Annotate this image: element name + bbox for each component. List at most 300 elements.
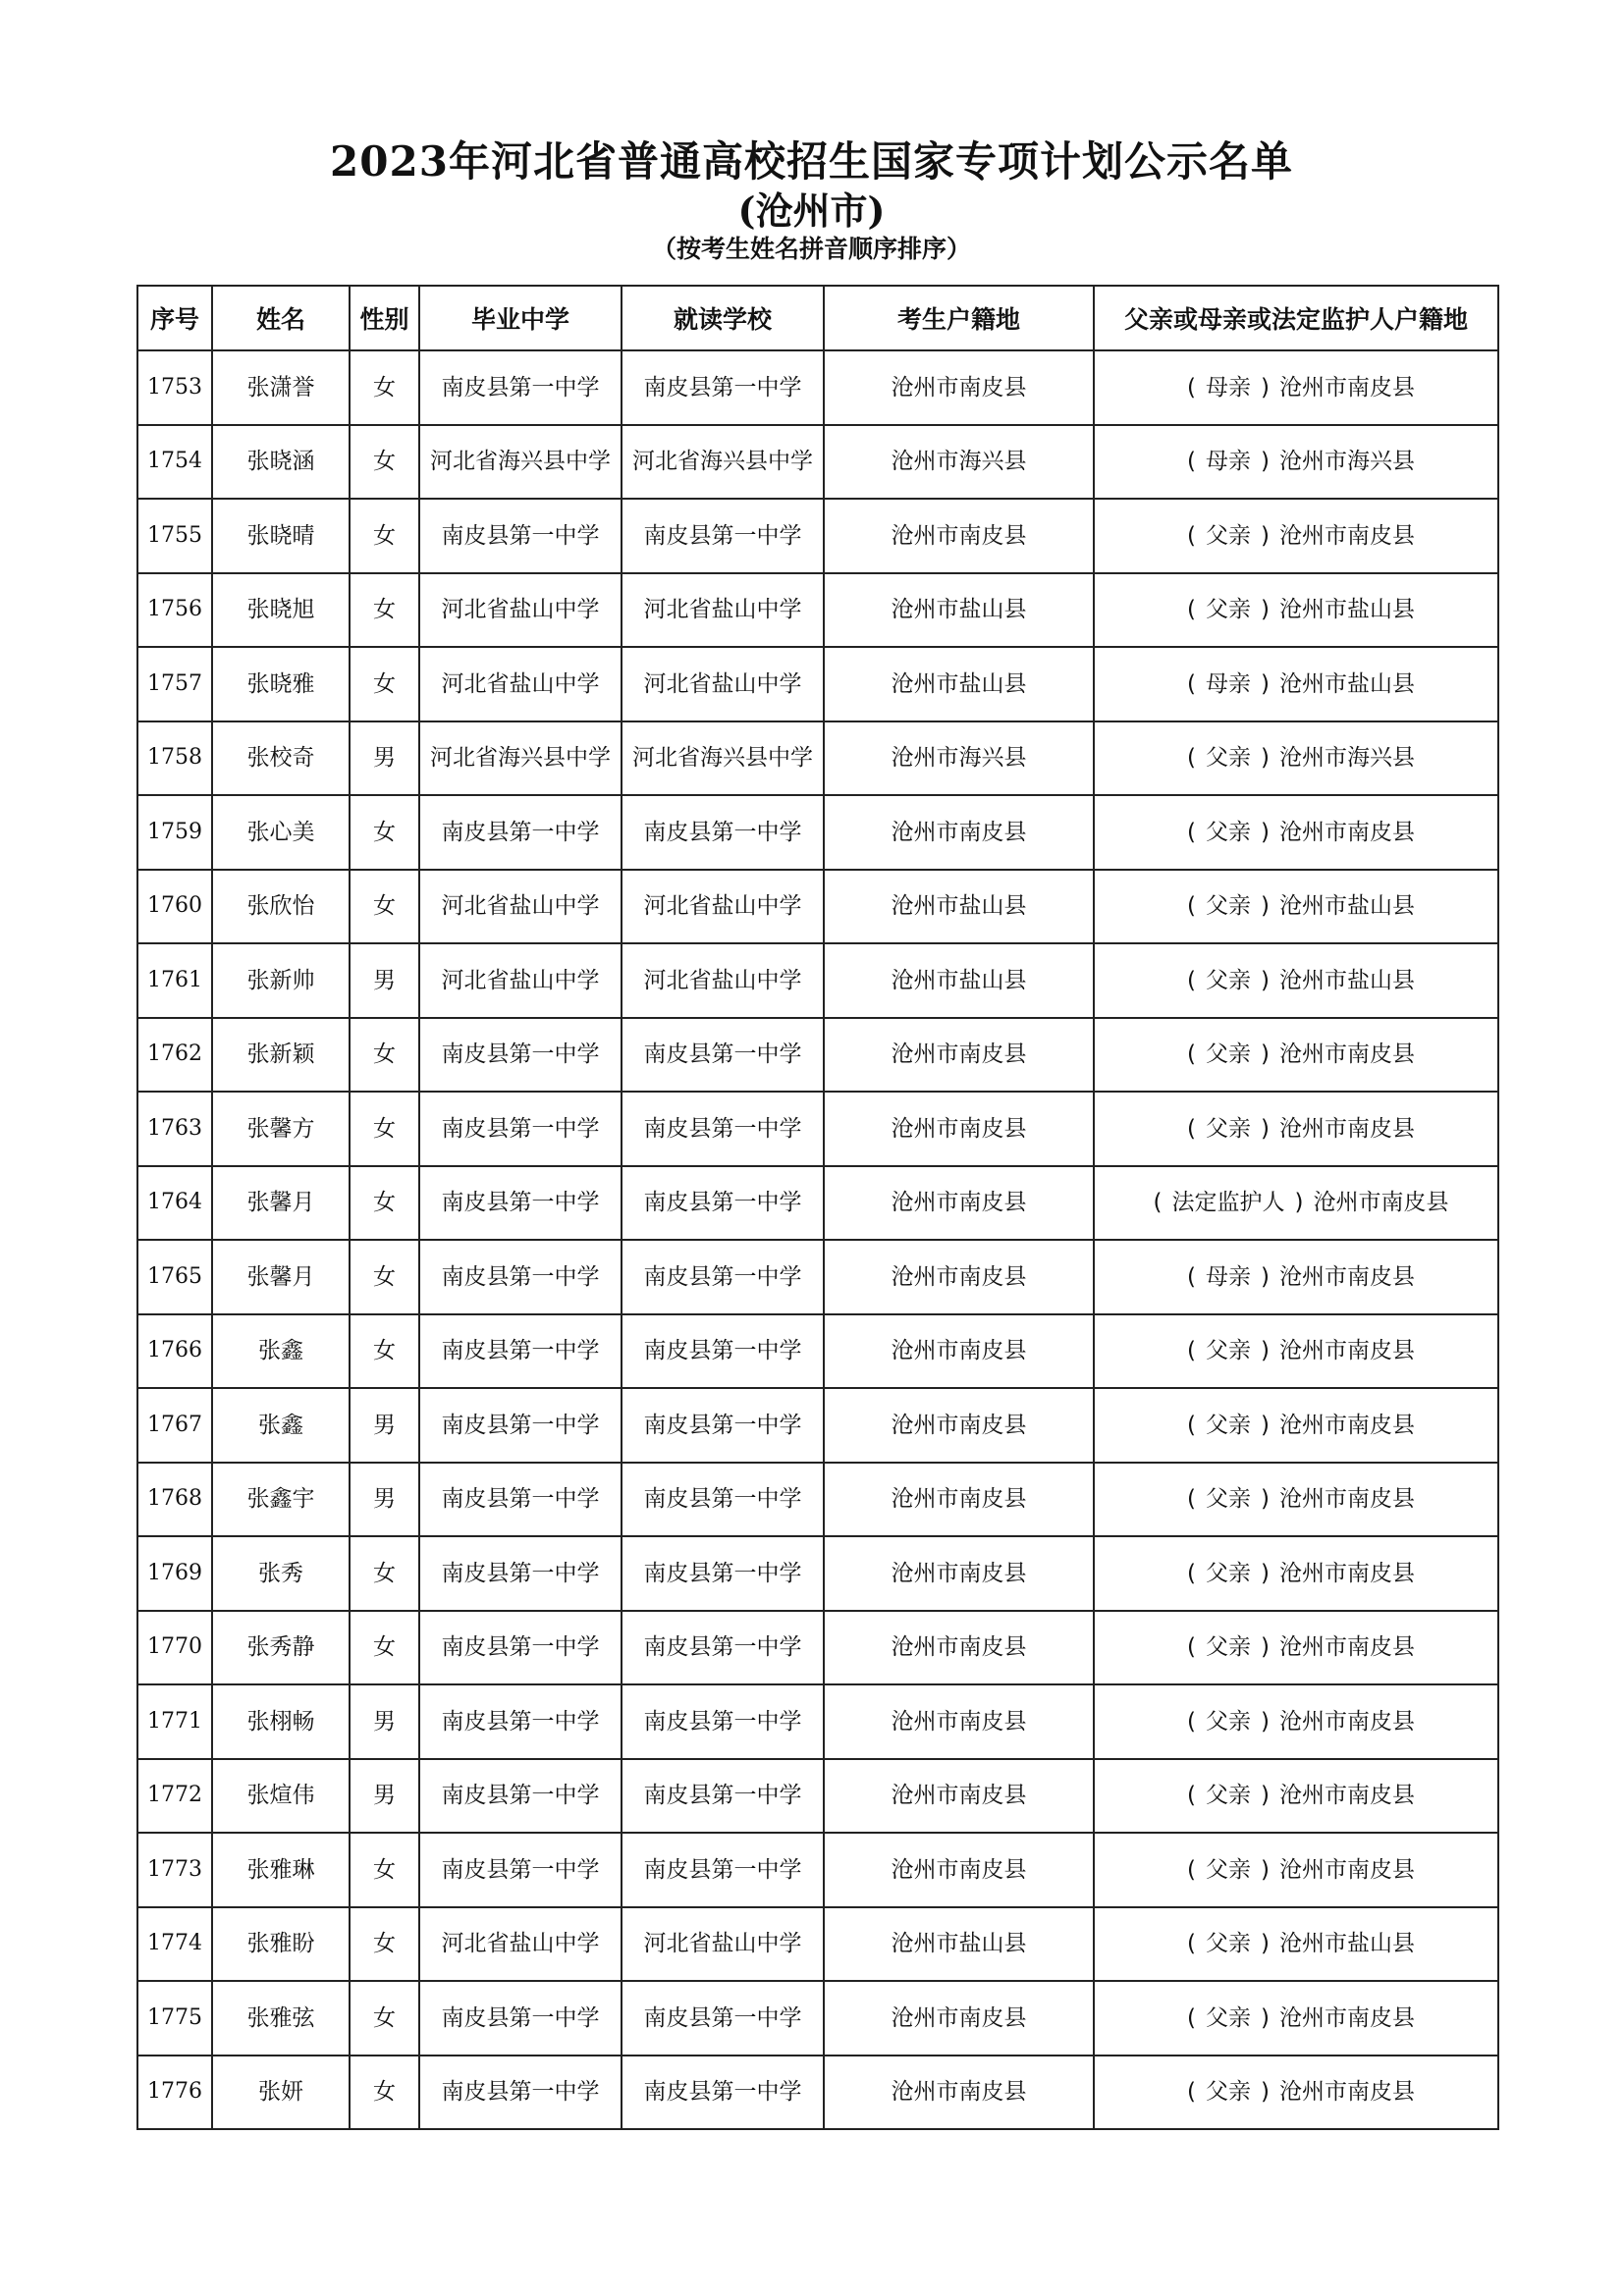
cell-seq: 1763 [137, 1092, 212, 1166]
cell-parent-hukou [1094, 647, 1498, 721]
cell-name: 张雅盼 [212, 1907, 350, 1982]
relation-hukou: 沧州市海兴县 [1278, 449, 1415, 475]
relation-hukou: 沧州市南皮县 [1278, 1263, 1415, 1290]
cell-school: 河北省盐山中学 [622, 573, 824, 648]
table-row [137, 425, 1498, 500]
cell-gender: 女 [350, 1611, 419, 1685]
cell-gender: 女 [350, 1536, 419, 1611]
paren-close: ) [1261, 1338, 1270, 1364]
paren-close: ) [1261, 819, 1270, 845]
relation-label: 母亲 [1206, 670, 1251, 697]
paren-open: ( [1187, 2004, 1196, 2031]
table-row [137, 1463, 1498, 1537]
cell-name: 张欣怡 [212, 870, 350, 944]
cell-school: 南皮县第一中学 [622, 1684, 824, 1759]
table-row [137, 1611, 1498, 1685]
cell-grad-school: 河北省盐山中学 [419, 647, 622, 721]
paren-open: ( [1187, 2079, 1196, 2106]
cell-seq: 1758 [137, 721, 212, 796]
cell-seq: 1773 [137, 1833, 212, 1907]
paren-close: ) [1261, 670, 1270, 697]
cell-seq: 1767 [137, 1388, 212, 1463]
cell-gender: 女 [350, 1981, 419, 2056]
cell-hukou: 沧州市盐山县 [824, 573, 1094, 648]
relation-label: 父亲 [1206, 1338, 1251, 1364]
cell-seq: 1764 [137, 1166, 212, 1241]
cell-hukou: 沧州市南皮县 [824, 1240, 1094, 1314]
cell-parent-hukou [1094, 1611, 1498, 1685]
cell-parent-hukou [1094, 1463, 1498, 1537]
cell-name: 张鑫 [212, 1314, 350, 1389]
paren-close: ) [1294, 1190, 1304, 1216]
relation-hukou: 沧州市南皮县 [1278, 1856, 1415, 1883]
relation-hukou: 沧州市南皮县 [1278, 2004, 1415, 2031]
cell-parent-hukou [1094, 1981, 1498, 2056]
paren-close: ) [1261, 1783, 1270, 1809]
cell-parent-hukou [1094, 1536, 1498, 1611]
paren-close: ) [1261, 449, 1270, 475]
cell-school: 南皮县第一中学 [622, 1833, 824, 1907]
relation-label: 母亲 [1206, 1263, 1251, 1290]
cell-school: 河北省盐山中学 [622, 647, 824, 721]
table-row [137, 1907, 1498, 1982]
paren-open: ( [1187, 1856, 1196, 1883]
cell-grad-school: 河北省盐山中学 [419, 573, 622, 648]
cell-parent-hukou [1094, 1018, 1498, 1093]
cell-grad-school: 河北省海兴县中学 [419, 425, 622, 500]
cell-hukou: 沧州市南皮县 [824, 795, 1094, 870]
cell-gender: 男 [350, 943, 419, 1018]
paren-open: ( [1187, 1634, 1196, 1661]
cell-parent-hukou [1094, 350, 1498, 425]
paren-open: ( [1187, 1931, 1196, 1957]
table-row [137, 1092, 1498, 1166]
relation-hukou: 沧州市南皮县 [1278, 1634, 1415, 1661]
relation-label: 父亲 [1206, 2079, 1251, 2106]
cell-parent-hukou [1094, 425, 1498, 500]
relation-label: 法定监护人 [1171, 1190, 1285, 1216]
table-row [137, 350, 1498, 425]
relation-hukou: 沧州市南皮县 [1313, 1190, 1449, 1216]
cell-school: 南皮县第一中学 [622, 1018, 824, 1093]
paren-close: ) [1261, 1856, 1270, 1883]
table-row [137, 1833, 1498, 1907]
cell-seq: 1771 [137, 1684, 212, 1759]
table-row [137, 1759, 1498, 1834]
cell-name: 张馨月 [212, 1240, 350, 1314]
cell-seq: 1772 [137, 1759, 212, 1834]
paren-open: ( [1187, 1412, 1196, 1438]
paren-close: ) [1261, 1708, 1270, 1735]
paren-close: ) [1261, 522, 1270, 549]
header-name: 姓名 [212, 286, 350, 350]
relation-hukou: 沧州市盐山县 [1278, 1931, 1415, 1957]
cell-school: 南皮县第一中学 [622, 1314, 824, 1389]
cell-school: 南皮县第一中学 [622, 499, 824, 573]
relation-hukou: 沧州市南皮县 [1278, 1708, 1415, 1735]
table-row [137, 943, 1498, 1018]
relation-label: 父亲 [1206, 1412, 1251, 1438]
cell-gender: 女 [350, 1907, 419, 1982]
table-row [137, 2056, 1498, 2130]
relation-label: 父亲 [1206, 1041, 1251, 1068]
table-row [137, 573, 1498, 648]
cell-hukou: 沧州市南皮县 [824, 1166, 1094, 1241]
cell-gender: 女 [350, 1240, 419, 1314]
cell-school: 南皮县第一中学 [622, 1611, 824, 1685]
relation-label: 父亲 [1206, 1783, 1251, 1809]
table-row [137, 647, 1498, 721]
table-row [137, 1981, 1498, 2056]
cell-grad-school: 河北省盐山中学 [419, 943, 622, 1018]
cell-seq: 1759 [137, 795, 212, 870]
paren-open: ( [1187, 1560, 1196, 1586]
cell-gender: 男 [350, 1684, 419, 1759]
cell-hukou: 沧州市南皮县 [824, 1611, 1094, 1685]
cell-gender: 女 [350, 573, 419, 648]
table-row [137, 1684, 1498, 1759]
relation-label: 父亲 [1206, 1560, 1251, 1586]
paren-open: ( [1187, 1041, 1196, 1068]
cell-grad-school: 河北省盐山中学 [419, 1907, 622, 1982]
cell-hukou: 沧州市南皮县 [824, 1981, 1094, 2056]
cell-school: 南皮县第一中学 [622, 1981, 824, 2056]
cell-name: 张新颖 [212, 1018, 350, 1093]
relation-label: 父亲 [1206, 1634, 1251, 1661]
cell-parent-hukou [1094, 870, 1498, 944]
cell-school: 南皮县第一中学 [622, 1463, 824, 1537]
cell-parent-hukou [1094, 2056, 1498, 2130]
cell-gender: 男 [350, 721, 419, 796]
relation-label: 父亲 [1206, 2004, 1251, 2031]
cell-gender: 女 [350, 1018, 419, 1093]
cell-hukou: 沧州市海兴县 [824, 721, 1094, 796]
cell-seq: 1766 [137, 1314, 212, 1389]
cell-parent-hukou [1094, 1092, 1498, 1166]
cell-gender: 男 [350, 1388, 419, 1463]
relation-label: 父亲 [1206, 597, 1251, 623]
cell-hukou: 沧州市盐山县 [824, 1907, 1094, 1982]
paren-close: ) [1261, 2004, 1270, 2031]
paren-close: ) [1261, 893, 1270, 920]
cell-grad-school: 南皮县第一中学 [419, 1314, 622, 1389]
cell-hukou: 沧州市南皮县 [824, 1536, 1094, 1611]
cell-school: 南皮县第一中学 [622, 795, 824, 870]
cell-hukou: 沧州市盐山县 [824, 647, 1094, 721]
relation-label: 父亲 [1206, 1856, 1251, 1883]
relation-label: 母亲 [1206, 374, 1251, 400]
paren-open: ( [1187, 967, 1196, 993]
relation-hukou: 沧州市盐山县 [1278, 670, 1415, 697]
cell-name: 张校奇 [212, 721, 350, 796]
cell-hukou: 沧州市盐山县 [824, 870, 1094, 944]
cell-school: 河北省盐山中学 [622, 1907, 824, 1982]
relation-label: 母亲 [1206, 449, 1251, 475]
relation-hukou: 沧州市南皮县 [1278, 1560, 1415, 1586]
paren-close: ) [1261, 1041, 1270, 1068]
cell-hukou: 沧州市南皮县 [824, 1092, 1094, 1166]
relation-hukou: 沧州市盐山县 [1278, 967, 1415, 993]
header-gender: 性别 [350, 286, 419, 350]
cell-hukou: 沧州市南皮县 [824, 1833, 1094, 1907]
cell-gender: 女 [350, 350, 419, 425]
paren-close: ) [1261, 745, 1270, 772]
cell-name: 张新帅 [212, 943, 350, 1018]
cell-parent-hukou [1094, 499, 1498, 573]
cell-name: 张鑫宇 [212, 1463, 350, 1537]
cell-parent-hukou [1094, 1684, 1498, 1759]
relation-label: 父亲 [1206, 893, 1251, 920]
candidate-table [136, 285, 1499, 2130]
cell-gender: 男 [350, 1759, 419, 1834]
paren-close: ) [1261, 1931, 1270, 1957]
cell-grad-school: 南皮县第一中学 [419, 1463, 622, 1537]
paren-open: ( [1153, 1190, 1163, 1216]
cell-seq: 1769 [137, 1536, 212, 1611]
relation-label: 父亲 [1206, 1115, 1251, 1142]
cell-seq: 1774 [137, 1907, 212, 1982]
cell-name: 张馨方 [212, 1092, 350, 1166]
paren-open: ( [1187, 597, 1196, 623]
cell-name: 张晓涵 [212, 425, 350, 500]
cell-hukou: 沧州市南皮县 [824, 499, 1094, 573]
header-grad-school: 毕业中学 [419, 286, 622, 350]
cell-gender: 女 [350, 1314, 419, 1389]
table-row [137, 1166, 1498, 1241]
cell-school: 河北省盐山中学 [622, 943, 824, 1018]
cell-name: 张雅琳 [212, 1833, 350, 1907]
cell-seq: 1775 [137, 1981, 212, 2056]
paren-close: ) [1261, 1634, 1270, 1661]
page-subtitle: (沧州市) [737, 188, 886, 233]
cell-parent-hukou [1094, 1314, 1498, 1389]
cell-name: 张心美 [212, 795, 350, 870]
cell-school: 南皮县第一中学 [622, 2056, 824, 2130]
table-header-row [137, 286, 1498, 350]
paren-close: ) [1261, 374, 1270, 400]
relation-label: 父亲 [1206, 819, 1251, 845]
table-row [137, 499, 1498, 573]
cell-grad-school: 南皮县第一中学 [419, 350, 622, 425]
table-row [137, 1536, 1498, 1611]
cell-hukou: 沧州市南皮县 [824, 1314, 1094, 1389]
cell-school: 南皮县第一中学 [622, 350, 824, 425]
cell-parent-hukou [1094, 1759, 1498, 1834]
header-school: 就读学校 [622, 286, 824, 350]
relation-hukou: 沧州市南皮县 [1278, 1338, 1415, 1364]
cell-name: 张晓雅 [212, 647, 350, 721]
relation-hukou: 沧州市盐山县 [1278, 597, 1415, 623]
relation-hukou: 沧州市南皮县 [1278, 2079, 1415, 2106]
cell-seq: 1754 [137, 425, 212, 500]
cell-grad-school: 南皮县第一中学 [419, 1833, 622, 1907]
cell-hukou: 沧州市南皮县 [824, 2056, 1094, 2130]
table-body [137, 350, 1498, 2129]
cell-gender: 女 [350, 1166, 419, 1241]
relation-hukou: 沧州市南皮县 [1278, 1783, 1415, 1809]
cell-grad-school: 南皮县第一中学 [419, 795, 622, 870]
cell-school: 南皮县第一中学 [622, 1759, 824, 1834]
cell-school: 南皮县第一中学 [622, 1092, 824, 1166]
cell-hukou: 沧州市南皮县 [824, 350, 1094, 425]
cell-parent-hukou [1094, 1833, 1498, 1907]
cell-name: 张晓晴 [212, 499, 350, 573]
cell-grad-school: 河北省海兴县中学 [419, 721, 622, 796]
paren-open: ( [1187, 1263, 1196, 1290]
relation-label: 父亲 [1206, 967, 1251, 993]
cell-hukou: 沧州市南皮县 [824, 1684, 1094, 1759]
cell-name: 张秀 [212, 1536, 350, 1611]
cell-name: 张雅弦 [212, 1981, 350, 2056]
header-parent-hukou: 父亲或母亲或法定监护人户籍地 [1094, 286, 1498, 350]
cell-grad-school: 南皮县第一中学 [419, 1166, 622, 1241]
table-row [137, 1388, 1498, 1463]
cell-gender: 女 [350, 425, 419, 500]
cell-parent-hukou [1094, 721, 1498, 796]
cell-school: 河北省盐山中学 [622, 870, 824, 944]
cell-parent-hukou [1094, 1907, 1498, 1982]
cell-name: 张煊伟 [212, 1759, 350, 1834]
cell-school: 河北省海兴县中学 [622, 721, 824, 796]
cell-grad-school: 南皮县第一中学 [419, 1684, 622, 1759]
cell-parent-hukou [1094, 1166, 1498, 1241]
paren-open: ( [1187, 1783, 1196, 1809]
cell-school: 河北省海兴县中学 [622, 425, 824, 500]
paren-close: ) [1261, 1115, 1270, 1142]
relation-hukou: 沧州市海兴县 [1278, 745, 1415, 772]
cell-grad-school: 南皮县第一中学 [419, 1092, 622, 1166]
paren-open: ( [1187, 1338, 1196, 1364]
cell-school: 南皮县第一中学 [622, 1536, 824, 1611]
cell-school: 南皮县第一中学 [622, 1388, 824, 1463]
cell-hukou: 沧州市盐山县 [824, 943, 1094, 1018]
cell-name: 张晓旭 [212, 573, 350, 648]
paren-close: ) [1261, 1412, 1270, 1438]
cell-grad-school: 南皮县第一中学 [419, 1388, 622, 1463]
cell-grad-school: 南皮县第一中学 [419, 1611, 622, 1685]
cell-name: 张潇誉 [212, 350, 350, 425]
cell-name: 张妍 [212, 2056, 350, 2130]
relation-hukou: 沧州市南皮县 [1278, 1486, 1415, 1513]
cell-grad-school: 南皮县第一中学 [419, 1536, 622, 1611]
header-seq: 序号 [137, 286, 212, 350]
paren-open: ( [1187, 449, 1196, 475]
relation-hukou: 沧州市南皮县 [1278, 522, 1415, 549]
relation-label: 父亲 [1206, 1708, 1251, 1735]
paren-open: ( [1187, 819, 1196, 845]
cell-seq: 1770 [137, 1611, 212, 1685]
relation-hukou: 沧州市南皮县 [1278, 819, 1415, 845]
paren-close: ) [1261, 967, 1270, 993]
cell-name: 张秀静 [212, 1611, 350, 1685]
relation-label: 父亲 [1206, 1486, 1251, 1513]
relation-label: 父亲 [1206, 522, 1251, 549]
cell-hukou: 沧州市南皮县 [824, 1759, 1094, 1834]
cell-hukou: 沧州市南皮县 [824, 1463, 1094, 1537]
cell-grad-school: 南皮县第一中学 [419, 499, 622, 573]
cell-seq: 1768 [137, 1463, 212, 1537]
paren-close: ) [1261, 597, 1270, 623]
header-hukou: 考生户籍地 [824, 286, 1094, 350]
cell-grad-school: 南皮县第一中学 [419, 1018, 622, 1093]
cell-gender: 女 [350, 647, 419, 721]
paren-open: ( [1187, 1115, 1196, 1142]
cell-seq: 1776 [137, 2056, 212, 2130]
relation-hukou: 沧州市南皮县 [1278, 1115, 1415, 1142]
paren-open: ( [1187, 1708, 1196, 1735]
paren-close: ) [1261, 1486, 1270, 1513]
cell-grad-school: 南皮县第一中学 [419, 1759, 622, 1834]
relation-label: 父亲 [1206, 745, 1251, 772]
relation-hukou: 沧州市南皮县 [1278, 374, 1415, 400]
cell-gender: 男 [350, 1463, 419, 1537]
cell-hukou: 沧州市南皮县 [824, 1018, 1094, 1093]
cell-gender: 女 [350, 2056, 419, 2130]
cell-seq: 1761 [137, 943, 212, 1018]
paren-open: ( [1187, 522, 1196, 549]
cell-parent-hukou [1094, 573, 1498, 648]
cell-gender: 女 [350, 499, 419, 573]
cell-seq: 1757 [137, 647, 212, 721]
cell-gender: 女 [350, 795, 419, 870]
cell-parent-hukou [1094, 943, 1498, 1018]
paren-open: ( [1187, 1486, 1196, 1513]
cell-seq: 1755 [137, 499, 212, 573]
cell-seq: 1760 [137, 870, 212, 944]
paren-open: ( [1187, 893, 1196, 920]
cell-hukou: 沧州市海兴县 [824, 425, 1094, 500]
table-row [137, 1314, 1498, 1389]
cell-seq: 1762 [137, 1018, 212, 1093]
table-row [137, 1240, 1498, 1314]
table-row [137, 795, 1498, 870]
cell-gender: 女 [350, 1833, 419, 1907]
cell-name: 张鑫 [212, 1388, 350, 1463]
paren-close: ) [1261, 1560, 1270, 1586]
sort-note: （按考生姓名拼音顺序排序） [651, 235, 971, 263]
relation-hukou: 沧州市南皮县 [1278, 1412, 1415, 1438]
cell-name: 张馨月 [212, 1166, 350, 1241]
table-row [137, 721, 1498, 796]
paren-close: ) [1261, 2079, 1270, 2106]
table-row [137, 1018, 1498, 1093]
paren-open: ( [1187, 670, 1196, 697]
cell-grad-school: 河北省盐山中学 [419, 870, 622, 944]
paren-open: ( [1187, 745, 1196, 772]
cell-gender: 女 [350, 1092, 419, 1166]
table-row [137, 870, 1498, 944]
cell-school: 南皮县第一中学 [622, 1166, 824, 1241]
cell-seq: 1756 [137, 573, 212, 648]
cell-seq: 1765 [137, 1240, 212, 1314]
cell-grad-school: 南皮县第一中学 [419, 2056, 622, 2130]
cell-parent-hukou [1094, 1388, 1498, 1463]
paren-close: ) [1261, 1263, 1270, 1290]
cell-school: 南皮县第一中学 [622, 1240, 824, 1314]
relation-hukou: 沧州市南皮县 [1278, 1041, 1415, 1068]
relation-hukou: 沧州市盐山县 [1278, 893, 1415, 920]
cell-grad-school: 南皮县第一中学 [419, 1240, 622, 1314]
page-title: 2023年河北省普通高校招生国家专项计划公示名单 [330, 137, 1293, 186]
cell-seq: 1753 [137, 350, 212, 425]
cell-grad-school: 南皮县第一中学 [419, 1981, 622, 2056]
paren-open: ( [1187, 374, 1196, 400]
cell-name: 张栩畅 [212, 1684, 350, 1759]
cell-parent-hukou [1094, 1240, 1498, 1314]
cell-gender: 女 [350, 870, 419, 944]
relation-label: 父亲 [1206, 1931, 1251, 1957]
cell-hukou: 沧州市南皮县 [824, 1388, 1094, 1463]
